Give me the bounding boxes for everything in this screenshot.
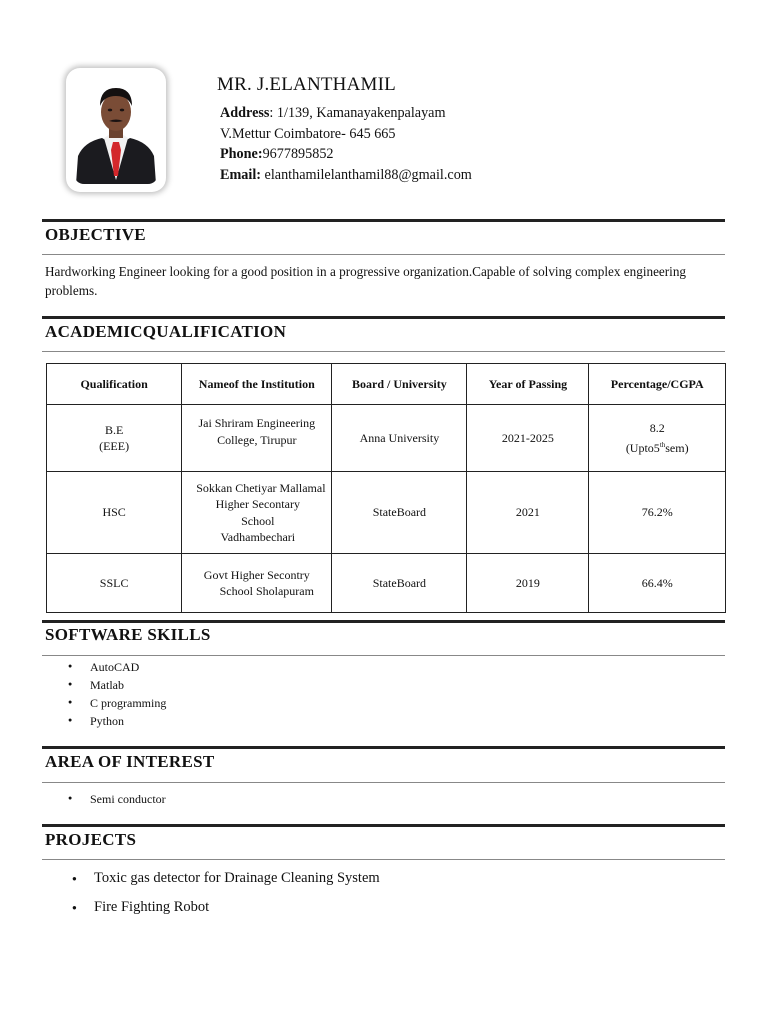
board-cell: Anna University bbox=[332, 405, 467, 472]
column-header: Percentage/CGPA bbox=[589, 364, 726, 405]
address-line-1 bbox=[220, 103, 472, 124]
candidate-name: MR. J.ELANTHAMIL bbox=[217, 74, 396, 95]
year-cell: 2021-2025 bbox=[467, 405, 589, 472]
email-value: elanthamilelanthamil88@gmail.com bbox=[264, 166, 472, 183]
table-row bbox=[47, 554, 726, 613]
contact-block bbox=[220, 103, 472, 185]
projects-top-rule bbox=[42, 824, 725, 827]
objective-bottom-rule bbox=[42, 254, 725, 255]
column-header: Board / University bbox=[332, 364, 467, 405]
cell-line: Govt Higher Secontry bbox=[203, 567, 310, 582]
profile-photo-frame bbox=[66, 68, 166, 192]
table-header-row bbox=[47, 364, 726, 405]
column-header: Qualification bbox=[47, 364, 182, 405]
list-item: ● AutoCAD bbox=[90, 658, 166, 676]
percentage-cell bbox=[589, 405, 726, 472]
objective-top-rule bbox=[42, 219, 725, 222]
skills-bottom-rule bbox=[42, 655, 725, 656]
year-cell: 2019 bbox=[467, 554, 589, 613]
phone-line bbox=[220, 144, 472, 165]
list-item: ● C programming bbox=[90, 694, 166, 712]
cell-line: College, Tirupur bbox=[217, 432, 297, 447]
skills-title: SOFTWARE SKILLS bbox=[45, 625, 211, 644]
cell-line: 8.2 bbox=[649, 421, 665, 435]
academic-title: ACADEMICQUALIFICATION bbox=[45, 322, 287, 341]
list-item: ● Matlab bbox=[90, 676, 166, 694]
cell-line: B.E bbox=[104, 422, 124, 437]
phone-label: Phone: bbox=[220, 146, 263, 162]
phone-value: 9677895852 bbox=[262, 146, 334, 162]
list-item: ● Fire Fighting Robot bbox=[94, 893, 380, 922]
interest-title: AREA OF INTEREST bbox=[45, 752, 215, 771]
address-line-2: V.Mettur Coimbatore- 645 665 bbox=[220, 125, 396, 142]
cell-line: School Sholapuram bbox=[219, 584, 314, 598]
address-label: Address bbox=[220, 105, 270, 121]
academic-table bbox=[46, 363, 726, 613]
projects-title: PROJECTS bbox=[45, 830, 137, 849]
cell-line: Higher Secontary bbox=[215, 497, 300, 511]
cell-line: Sokkan Chetiyar Mallamal bbox=[196, 480, 326, 495]
profile-photo bbox=[74, 76, 158, 184]
academic-top-rule bbox=[42, 316, 725, 319]
projects-list bbox=[52, 864, 380, 922]
column-header: Year of Passing bbox=[467, 364, 589, 405]
table-row bbox=[47, 472, 726, 554]
cell-line: Vadhambechari bbox=[220, 530, 296, 544]
qualification-cell bbox=[47, 405, 182, 472]
cell-line: Jai Shriram Engineering bbox=[198, 416, 316, 430]
institution-cell bbox=[182, 405, 332, 472]
cell-line: School bbox=[241, 513, 275, 528]
institution-cell bbox=[182, 554, 332, 613]
institution-cell bbox=[182, 472, 332, 554]
column-header: Nameof the Institution bbox=[182, 364, 332, 405]
table-row bbox=[47, 405, 726, 472]
percentage-cell: 66.4% bbox=[589, 554, 726, 613]
board-cell: StateBoard bbox=[332, 554, 467, 613]
interest-bottom-rule bbox=[42, 782, 725, 783]
superscript: th bbox=[659, 440, 666, 449]
interest-top-rule bbox=[42, 746, 725, 749]
address-value-1: : 1/139, Kamanayakenpalayam bbox=[269, 105, 446, 121]
academic-bottom-rule bbox=[42, 351, 725, 352]
objective-text: Hardworking Engineer looking for a good position in a progressive organization.Capable of solving complex engineering problems. bbox=[45, 264, 687, 298]
skills-top-rule bbox=[42, 620, 725, 623]
objective-title: OBJECTIVE bbox=[45, 225, 146, 244]
cell-line bbox=[593, 437, 721, 457]
projects-bottom-rule bbox=[42, 859, 725, 860]
email-line bbox=[220, 165, 472, 186]
cell-text: (Upto5 bbox=[625, 440, 660, 455]
year-cell: 2021 bbox=[467, 472, 589, 554]
qualification-cell: HSC bbox=[47, 472, 182, 554]
skills-list bbox=[52, 658, 166, 730]
list-item: ● Python bbox=[90, 712, 166, 730]
list-item: ● Semi conductor bbox=[90, 790, 166, 808]
qualification-cell: SSLC bbox=[47, 554, 182, 613]
board-cell: StateBoard bbox=[332, 472, 467, 554]
list-item: ● Toxic gas detector for Drainage Cleaning System bbox=[94, 864, 380, 893]
cell-line: (EEE) bbox=[99, 439, 130, 453]
cell-text: sem) bbox=[665, 440, 689, 455]
percentage-cell: 76.2% bbox=[589, 472, 726, 554]
interest-list bbox=[52, 790, 166, 808]
email-label: Email: bbox=[220, 166, 261, 183]
